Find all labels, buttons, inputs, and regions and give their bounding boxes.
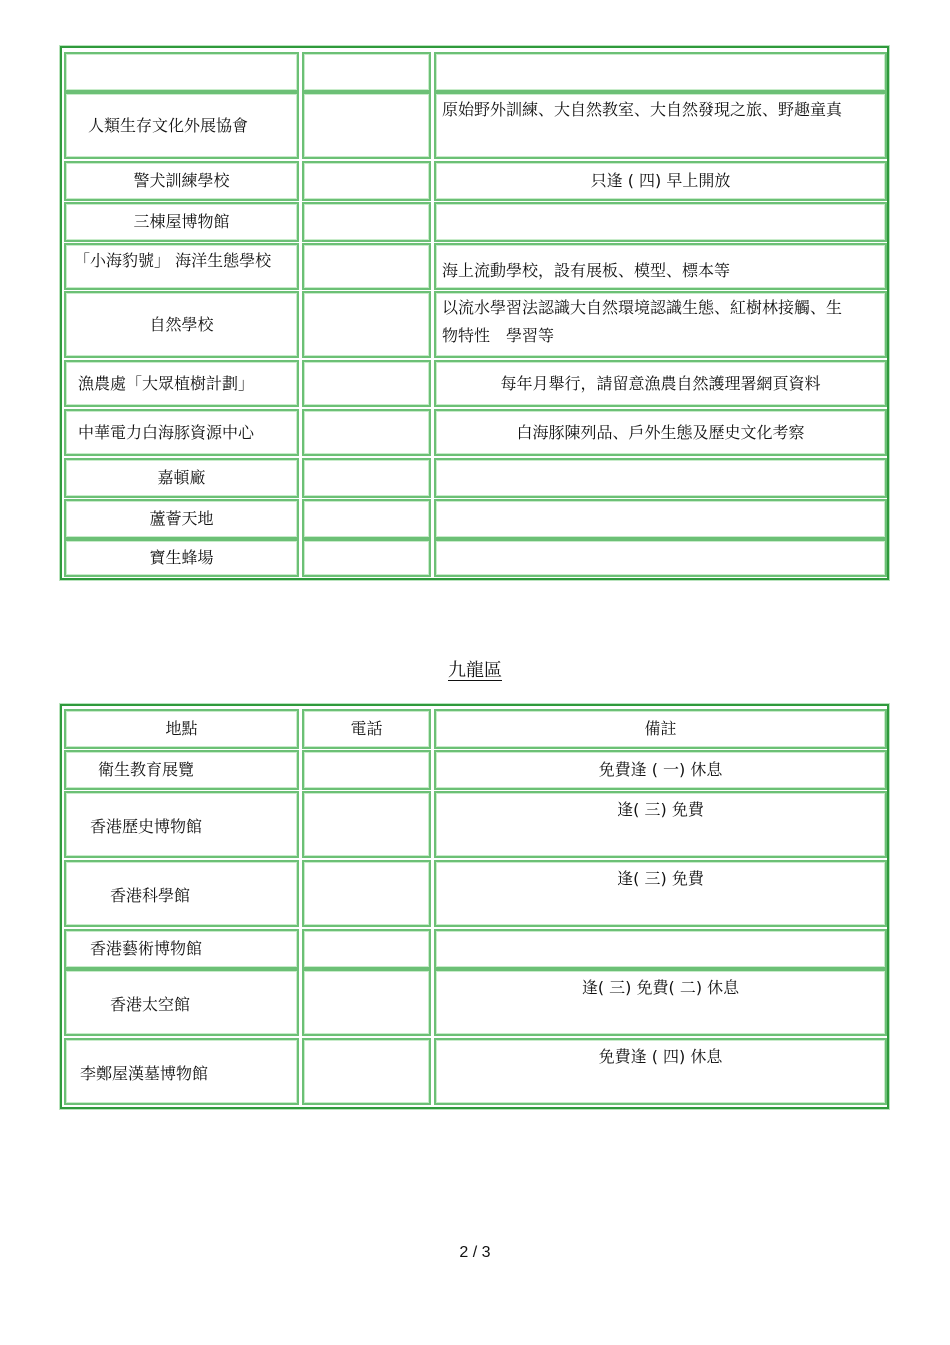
note-text: 免費逢 ( 一) 休息: [598, 760, 723, 779]
place-text: 香港藝術博物館: [90, 939, 203, 958]
table-cell-note: [434, 291, 887, 358]
table-cell-note: [434, 539, 887, 577]
table-cell-place: [64, 409, 299, 456]
place-text: 人類生存文化外展協會: [88, 115, 249, 135]
table-header-place: [64, 709, 299, 749]
note-text: 原始野外訓練、大自然教室、大自然發現之旅、野趣童真: [442, 100, 843, 119]
table-cell-phone: [302, 1038, 431, 1105]
place-text: 中華電力白海豚資源中心: [78, 422, 255, 442]
table-cell-place: [64, 52, 299, 92]
table-cell-place: [64, 360, 299, 407]
table-cell-note: [434, 409, 887, 456]
section-heading-text: 九龍區: [448, 660, 502, 681]
section-heading-kowloon: [0, 656, 950, 682]
table-cell-note: [434, 360, 887, 407]
table-cell-phone: [302, 161, 431, 201]
note-text: 海上流動學校，設有展板、模型、標本等: [442, 261, 731, 280]
table-cell-phone: [302, 52, 431, 92]
table-cell-note: [434, 1038, 887, 1105]
note-text: 免費逢 ( 四) 休息: [598, 1047, 723, 1066]
table-cell-phone: [302, 409, 431, 456]
table-cell-phone: [302, 458, 431, 498]
table-cell-place: [64, 539, 299, 577]
table-cell-note: [434, 458, 887, 498]
table-cell-place: [64, 161, 299, 201]
table-cell-place: [64, 929, 299, 969]
table-cell-note: [434, 750, 887, 790]
table-cell-phone: [302, 750, 431, 790]
note-text: 逢( 三) 免費( 二) 休息: [581, 978, 740, 997]
table-cell-place: [64, 499, 299, 539]
table-cell-place: [64, 1038, 299, 1105]
table-cell-place: [64, 860, 299, 927]
table-cell-note: [434, 969, 887, 1036]
place-text: 自然學校: [149, 314, 214, 334]
table-header-note: [434, 709, 887, 749]
table-cell-phone: [302, 202, 431, 242]
table-header-phone: [302, 709, 431, 749]
place-text: 「小海豹號」 海洋生態學校: [74, 251, 272, 270]
page-number: 2 / 3: [459, 1244, 491, 1261]
table-cell-note: [434, 52, 887, 92]
place-text: 警犬訓練學校: [133, 171, 230, 190]
header-text: 備註: [644, 719, 677, 738]
place-text: 三棟屋博物館: [133, 212, 230, 231]
table-cell-place: [64, 92, 299, 159]
table-cell-note: [434, 860, 887, 927]
kowloon-facilities-table: [60, 704, 889, 1109]
table-cell-phone: [302, 969, 431, 1036]
table-cell-place: [64, 791, 299, 858]
note-text: 逢( 三) 免費: [617, 800, 704, 819]
place-text: 嘉頓廠: [157, 468, 206, 487]
table-cell-place: [64, 750, 299, 790]
table-cell-note: [434, 161, 887, 201]
table-cell-phone: [302, 92, 431, 159]
note-text: 每年月舉行，請留意漁農自然護理署網頁資料: [500, 373, 821, 393]
table-cell-phone: [302, 860, 431, 927]
note-text: 逢( 三) 免費: [617, 869, 704, 888]
place-text: 香港歷史博物館: [90, 817, 203, 836]
table-cell-phone: [302, 539, 431, 577]
note-text: 以流水學習法認識大自然環境認識生態、紅樹林接觸、生物特性 學習等: [442, 298, 843, 345]
place-text: 李鄭屋漢墓博物館: [80, 1064, 209, 1083]
table-cell-note: [434, 202, 887, 242]
table-cell-phone: [302, 929, 431, 969]
table-cell-phone: [302, 791, 431, 858]
table-cell-phone: [302, 360, 431, 407]
table-cell-place: [64, 243, 299, 290]
table-cell-place: [64, 202, 299, 242]
table-cell-phone: [302, 243, 431, 290]
place-text: 蘆薈天地: [149, 509, 214, 528]
header-text: 電話: [350, 719, 383, 738]
note-text: 只逢 ( 四) 早上開放: [590, 171, 731, 190]
note-text: 白海豚陳列品、戶外生態及歷史文化考察: [516, 422, 805, 442]
table-cell-place: [64, 291, 299, 358]
table-cell-note: [434, 243, 887, 290]
place-text: 漁農處「大眾植樹計劃」: [78, 373, 255, 393]
table-cell-note: [434, 499, 887, 539]
table-cell-note: [434, 92, 887, 159]
table-cell-place: [64, 458, 299, 498]
table-cell-phone: [302, 291, 431, 358]
header-text: 地點: [165, 719, 198, 738]
place-text: 寶生蜂場: [149, 548, 214, 567]
place-text: 香港科學館: [110, 886, 191, 905]
facilities-table-continued: [60, 46, 889, 580]
table-cell-note: [434, 791, 887, 858]
place-text: 香港太空館: [110, 995, 191, 1014]
table-cell-note: [434, 929, 887, 969]
table-cell-place: [64, 969, 299, 1036]
table-cell-phone: [302, 499, 431, 539]
place-text: 衛生教育展覽: [98, 760, 195, 779]
